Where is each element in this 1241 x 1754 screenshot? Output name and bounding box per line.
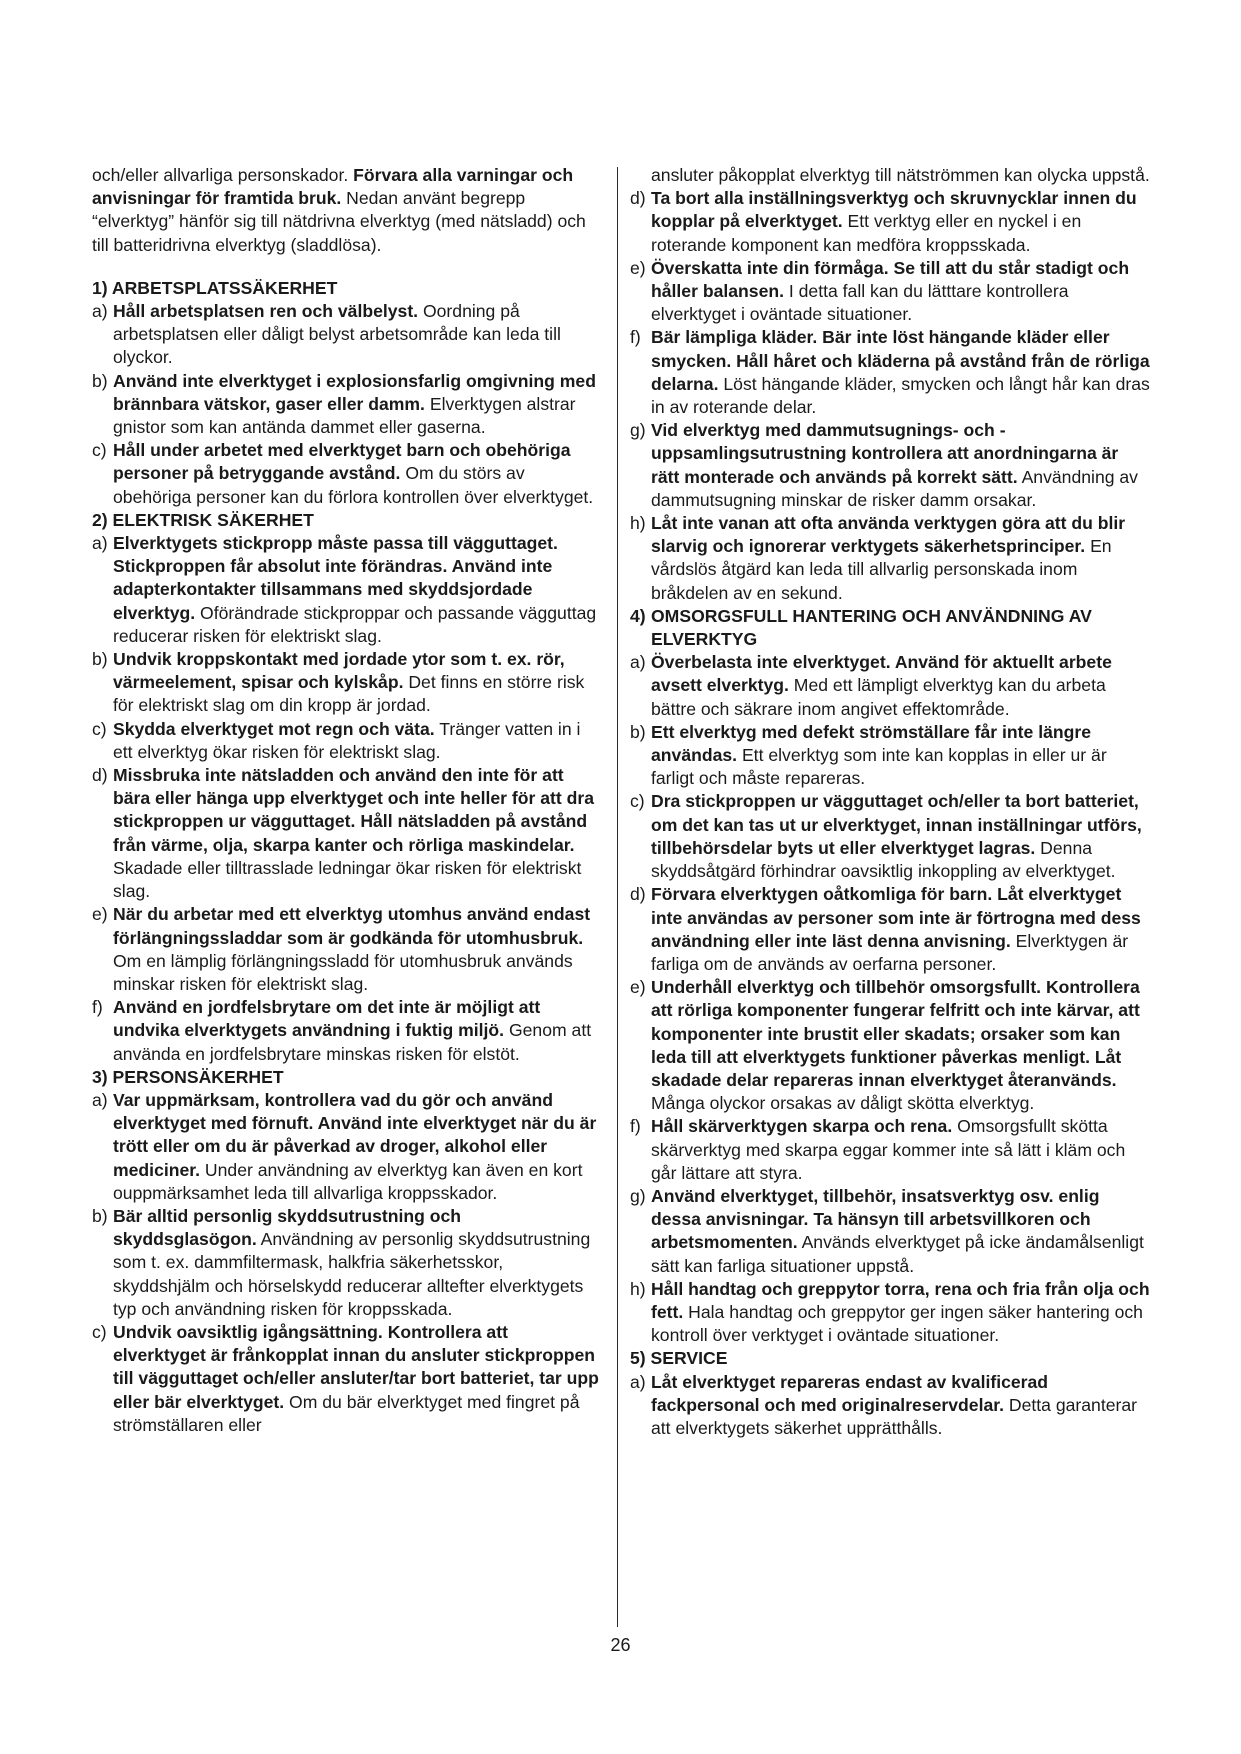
item-bold: Underhåll elverktyg och tillbehör omsorgsfullt. Kontrollera att rörliga komponenter fungerar felfritt och inte kärvar, att komponenter inte brustit eller skadats; orsaker som kan leda till att elverktygets funktioner påverkas menligt. Låt skadade delar repareras innan elverktyget återanvänds. [651,977,1140,1090]
list-item [630,187,1150,257]
item-text: Det finns en större risk för elektriskt slag om din kropp är jordad. [113,672,585,716]
item-text: Användning av personlig skyddsutrustning som t. ex. dammfiltermask, halkfria säkerhetsskor, skyddshjälm och hörselskydd reducerar alltefter elverktygets typ och användning risken för kroppsskada. [113,1229,591,1319]
item-bold: Vid elverktyg med dammutsugnings- och -uppsamlingsutrustning kontrollera att anordningarna är rätt monterade och används på korrekt sätt. [651,420,1119,487]
list-item [92,439,602,509]
item-text: Ett elverktyg som inte kan kopplas in eller ur är farligt och måste repareras. [651,745,1107,789]
item-label: f) [630,327,641,348]
item-label: f) [630,1116,641,1137]
item-label: b) [92,370,108,391]
item-text: Detta garanterar att elverktygets säkerhet upprätthålls. [651,1394,1138,1438]
item-label: c) [92,1321,107,1342]
heading-number: 4) [630,605,646,626]
list-item [630,721,1150,791]
item-bold: Undvik kroppskontakt med jordade ytor som t. ex. rör, värmeelement, spisar och kylskåp. [113,649,565,693]
item-label: b) [92,1205,108,1226]
item-label: h) [630,1278,646,1299]
item-label: e) [92,904,108,925]
item-text: Denna skyddsåtgärd förhindrar oavsiktlig inkoppling av elverktyget. [651,837,1116,882]
item-label: g) [630,420,646,441]
list-item [92,1089,602,1205]
list-item [630,976,1150,1115]
item-bold: Förvara elverktygen oåtkomliga för barn. Låt elverktyget inte användas av personer som inte är förtrogna med dess användning eller inte läst denna anvisning. [651,884,1141,951]
item-bold: Håll under arbetet med elverktyget barn och obehöriga personer på betryggande avstånd. [113,440,571,484]
item-text: Oordning på arbetsplatsen eller dåligt belyst arbetsområde kan leda till olyckor. [113,301,561,368]
item-label: a) [92,1089,108,1110]
item-label: c) [92,718,107,739]
intro-bold: Förvara alla varningar och anvisningar för framtida bruk. [92,165,574,209]
item-text: Skadade eller tilltrasslade ledningar ökar risken för elektriskt slag. [113,857,582,902]
item-bold: Elverktygets stickpropp måste passa till vägguttaget. Stickproppen får absolut inte förändras. Använd inte adapterkontakter tillsammans med skyddsjordade elverktyg. [113,533,558,623]
list-item [630,1185,1150,1278]
item-bold: Använd elverktyget, tillbehör, insatsverktyg osv. enlig dessa anvisningar. Ta hänsyn till arbetsvillkoren och arbetsmomenten. [651,1185,1100,1253]
item-label: d) [92,765,108,786]
item-text: Användning av dammutsugning minskar de risker damm orsakar. [651,466,1138,510]
item-bold: Låt elverktyget repareras endast av kvalificerad fackpersonal och med originalreservdelar. [651,1371,1049,1415]
item-bold: Bär lämpliga kläder. Bär inte löst hängande kläder eller smycken. Håll håret och kläderna på avstånd från de rörliga delarna. [651,327,1150,394]
item-text: Under användning av elverktyg kan även en kort ouppmärksamhet leda till allvarliga kroppsskador. [113,1159,583,1203]
item-label: c) [630,791,645,812]
item-text: Löst hängande kläder, smycken och långt hår kan dras in av roterande delar. [651,373,1150,418]
item-bold: Håll skärverktygen skarpa och rena. [651,1116,953,1137]
item-bold: Överskatta inte din förmåga. Se till att du står stadigt och håller balansen. [651,257,1130,302]
item-label: c) [92,440,107,461]
list-item [630,257,1150,327]
item-text: En vårdslös åtgärd kan leda till allvarlig personskada inom bråkdelen av en sekund. [651,536,1112,603]
item-label: d) [630,188,646,209]
item-bold: Håll handtag och greppytor torra, rena och fria från olja och fett. [651,1278,1150,1322]
item-text: Om en lämplig förlängningssladd för utomhusbruk används minskar risken för elektriskt slag. [113,950,573,994]
item-text: Om du störs av obehöriga personer kan du förlora kontrollen över elverktyget. [113,463,594,507]
list-item [92,532,602,648]
item-label: g) [630,1185,646,1206]
list-item [92,764,602,903]
section-heading-personal-safety: 3) PERSONSÄKERHET [92,1066,284,1087]
item-text: Tränger vatten in i ett elverktyg ökar risken för elektriskt slag. [113,718,581,762]
heading-text: OMSORGSFULL HANTERING OCH ANVÄNDNING AV ELVERKTYG [651,605,1092,650]
item-bold: Låt inte vanan att ofta använda verktygen göra att du blir slarvig och ignorerar verktygets säkerhetsprinciper. [651,513,1126,557]
right-column [630,164,1150,1440]
item-bold: Ett elverktyg med defekt strömställare får inte längre användas. [651,721,1091,766]
list-item [92,300,602,370]
list-item [630,326,1150,419]
list-item [630,790,1150,883]
intro-text: och/eller allvarliga personskador. [92,165,354,185]
item-label: e) [630,257,646,278]
item-bold: Använd en jordfelsbrytare om det inte är möjligt att undvika elverktygets användning i fuktig miljö. [113,997,541,1041]
list-item [92,370,602,440]
section-heading-electrical-safety: 2) ELEKTRISK SÄKERHET [92,509,314,530]
item-label: b) [92,649,108,670]
item-bold: Dra stickproppen ur vägguttaget och/eller ta bort batteriet, om det kan tas ut ur elverktyget, innan inställningar utförs, tillbehörsdelar byts ut eller elverktyget lagras. [651,791,1142,858]
item-bold: Bär alltid personlig skyddsutrustning och skyddsglasögon. [113,1205,462,1250]
item-bold: När du arbetar med ett elverktyg utomhus använd endast förlängningssladdar som är godkända för utomhusbruk. [113,904,591,948]
item-bold: Ta bort alla inställningsverktyg och skruvnycklar innen du kopplar på elverktyget. [651,188,1137,232]
list-item [630,651,1150,721]
list-item [92,648,602,718]
item-text: Ett verktyg eller en nyckel i en roterande komponent kan medföra kroppsskada. [651,211,1082,255]
item-bold: Skydda elverktyget mot regn och väta. [113,718,435,739]
list-item [630,1115,1150,1185]
continuation-text: ansluter påkopplat elverktyg till nätströmmen kan olycka uppstå. [651,165,1150,185]
item-text: Används elverktyget på icke ändamålsenligt sätt kan farliga situationer uppstå. [651,1232,1144,1276]
item-label: h) [630,513,646,534]
list-item [92,718,602,764]
item-bold: Överbelasta inte elverktyget. Använd för aktuellt arbete avsett elverktyg. [651,652,1112,696]
list-item [92,996,602,1066]
item-text: I detta fall kan du lätttare kontrollera elverktyget i oväntade situationer. [651,281,1069,325]
section-heading-careful-handling [630,605,1150,651]
item-bold: Undvik oavsiktlig igångsättning. Kontrollera att elverktyget är frånkopplat innan du ansluter stickproppen till vägguttaget och/eller ansluter/tar bort batteriet, tar upp eller bär elverktyget. [113,1321,599,1412]
item-label: a) [630,652,646,673]
list-item [630,1371,1150,1441]
item-text: Oförändrade stickproppar och passande vägguttag reducerar risken för elektriskt slag. [113,602,597,646]
list-item [630,1278,1150,1348]
item-text: Elverktygen är farliga om de används av oerfarna personer. [651,930,1129,974]
item-text: Om du bär elverktyget med fingret på strömställaren eller [113,1391,580,1435]
item-bold: Använd inte elverktyget i explosionsfarlig omgivning med brännbara vätskor, gaser eller damm. [113,370,596,414]
list-item [630,883,1150,976]
item-label: a) [92,533,108,554]
list-item [630,512,1150,605]
item-bold: Var uppmärksam, kontrollera vad du gör och använd elverktyget med förnuft. Använd inte elverktyget när du är trött eller om du är påverkad av droger, alkohol eller mediciner. [113,1089,597,1180]
column-divider [617,167,618,1627]
page-number: 26 [610,1635,631,1655]
list-item [92,903,602,996]
item-text: Många olyckor orsakas av dåligt skötta elverktyg. [651,1093,1035,1114]
intro-text-2: Nedan använt begrepp “elverktyg” hänför sig till nätdrivna elverktyg (med nätsladd) och till batteridrivna elverktyg (sladdlösa). [92,188,586,255]
item-text: Genom att använda en jordfelsbrytare minskas risken för elstöt. [113,1020,592,1064]
list-item [92,1205,602,1321]
section-heading-service: 5) SERVICE [630,1348,728,1369]
intro-paragraph [92,164,602,257]
item-label: d) [630,884,646,905]
item-bold: Håll arbetsplatsen ren och välbelyst. [113,301,419,322]
item-text: Hala handtag och greppytor ger ingen säker hantering och kontroll över verktyget i oväntade situationer. [651,1301,1143,1346]
item-text: Med ett lämpligt elverktyg kan du arbeta bättre och säkrare inom angivet effektområde. [651,675,1106,719]
list-item [630,419,1150,512]
item-text: Omsorgsfullt skötta skärverktyg med skarpa eggar kommer inte så lätt i kläm och går lättare att styra. [651,1116,1126,1183]
list-item [92,1321,602,1437]
item-label: e) [630,977,646,998]
item-label: f) [92,997,103,1018]
item-label: b) [630,721,646,742]
item-bold: Missbruka inte nätsladden och använd den inte för att bära eller hänga upp elverktyget och inte heller för att dra stickproppen ur vägguttaget. Håll nätsladden på avstånd från värme, olja, skarpa kanter och rörliga maskindelar. [113,765,595,855]
item-label: a) [92,301,108,322]
section-heading-workplace-safety: 1) ARBETSPLATSSÄKERHET [92,277,338,298]
left-column [92,164,602,1437]
item-label: a) [630,1371,646,1392]
item-text: Elverktygen alstrar gnistor som kan antända dammet eller gaserna. [113,393,576,438]
